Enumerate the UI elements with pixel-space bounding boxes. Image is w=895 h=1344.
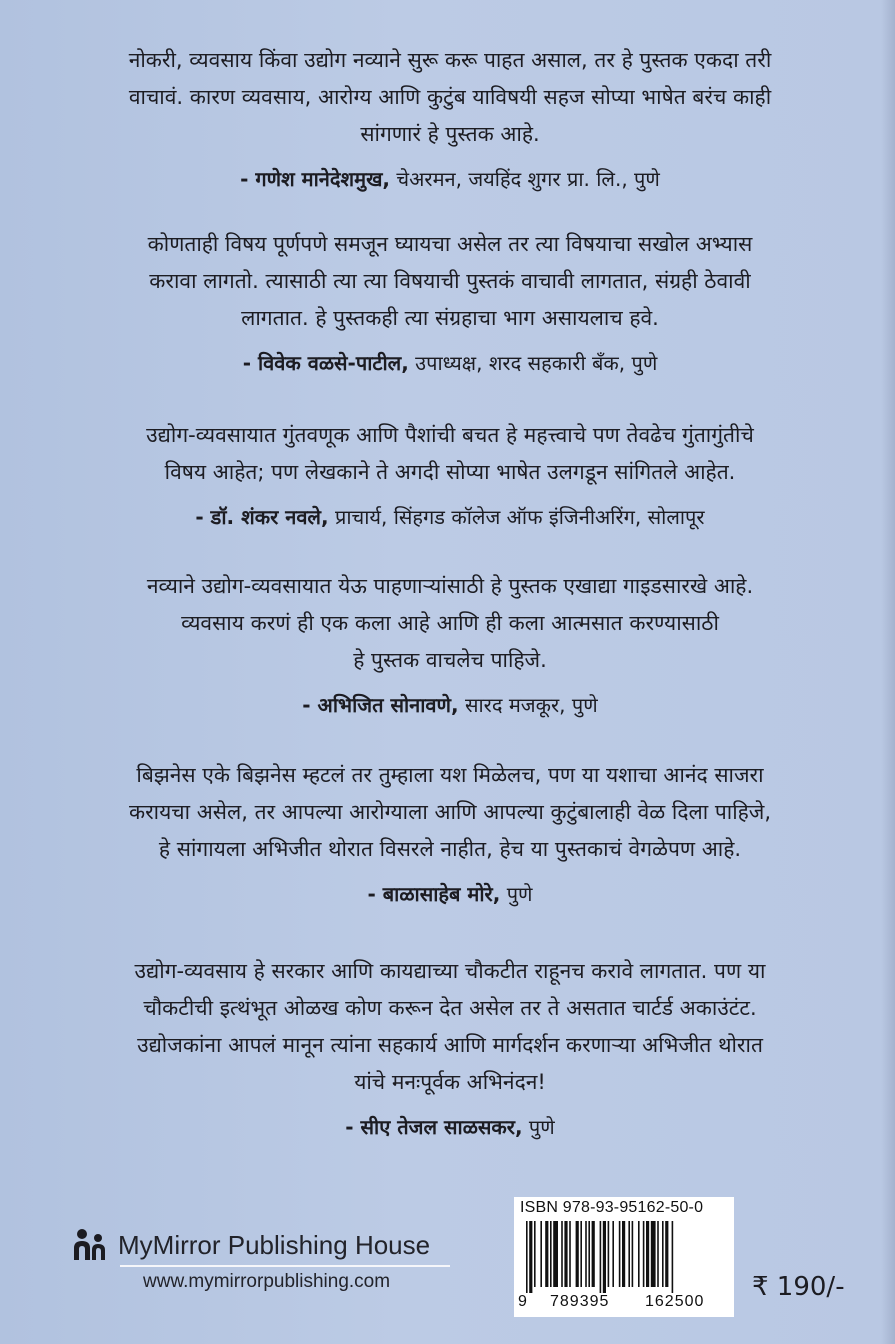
testimonial-line: करायचा असेल, तर आपल्या आरोग्याला आणि आपल्या कुटुंबालाही वेळ दिला पाहिजे, [128,800,772,824]
barcode-bar [662,1221,664,1287]
testimonial-attribution [60,1109,840,1146]
barcode-bar [646,1221,649,1287]
publisher-block [70,1228,430,1262]
barcode-bar [632,1221,634,1287]
testimonial-author: - सीए तेजल साळसकर, [345,1115,523,1139]
testimonial-2 [60,226,840,382]
testimonial-author: - बाळासाहेब मोरे, [367,882,501,906]
barcode-lead-digit: 9 [518,1293,527,1310]
barcode-bar [592,1221,595,1287]
barcode-bar [576,1221,579,1287]
testimonial-line: विषय आहेत; पण लेखकाने ते अगदी सोप्या भाषेत उलगडून सांगितले आहेत. [164,460,736,484]
testimonial-line: नोकरी, व्यवसाय किंवा उद्योग नव्याने सुरू करू पाहत असाल, तर हे पुस्तक एकदा तरी [128,48,772,72]
barcode-bar [561,1221,563,1287]
publisher-name: MyMirror Publishing House [118,1229,431,1260]
testimonial-line: करावा लागतो. त्यासाठी त्या त्या विषयाची पुस्तकं वाचावी लागतात, संग्रही ठेवावी [149,269,751,293]
testimonial-line: उद्योग-व्यवसायात गुंतवणूक आणि पैशांची बचत हे महत्त्वाचे पण तेवढेच गुंतागुंतीचे [146,423,754,447]
barcode-bar [628,1221,630,1287]
testimonial-role: प्राचार्य, सिंहगड कॉलेज ऑफ इंजिनीअरिंग, सोलापूर [328,505,705,529]
testimonial-3 [60,417,840,536]
barcode-bar [569,1221,571,1287]
barcode-bar [672,1221,674,1293]
testimonial-role: चेअरमन, जयहिंद शुगर प्रा. लि., पुणे [390,167,660,191]
barcode-bar [585,1221,587,1287]
testimonial-author: - डॉ. शंकर नवले, [195,505,329,529]
barcode-bar [580,1221,582,1287]
testimonial-attribution [60,499,840,536]
barcode-bar [540,1221,542,1287]
barcode-bar [553,1221,558,1287]
barcode-bar [529,1221,532,1293]
testimonial-role: सारद मजकूर, पुणे [458,693,598,717]
testimonial-line: लागतात. हे पुस्तकही त्या संग्रहाचा भाग असायलाच हवे. [241,306,659,330]
mymirror-logo-icon [70,1228,110,1262]
testimonial-line: हे पुस्तक वाचलेच पाहिजे. [353,648,547,672]
testimonial-body [60,417,840,491]
testimonial-author: - अभिजित सोनावणे, [302,693,459,717]
barcode-bar [665,1221,668,1287]
testimonial-body [60,953,840,1101]
testimonial-line: सांगणारं हे पुस्तक आहे. [360,122,540,146]
barcode-bar [550,1221,552,1287]
testimonial-body [60,42,840,153]
testimonial-role: पुणे [522,1115,555,1139]
testimonial-attribution [60,345,840,382]
barcode-bar [612,1221,614,1287]
testimonial-line: वाचावं. कारण व्यवसाय, आरोग्य आणि कुटुंब याविषयी सहज सोप्या भाषेत बरंच काही [128,85,772,109]
testimonial-6 [60,953,840,1146]
testimonial-body [60,568,840,679]
cover-edge-shadow [881,0,895,1344]
barcode-bar [534,1221,536,1287]
testimonial-line: उद्योग-व्यवसाय हे सरकार आणि कायद्याच्या चौकटीत राहूनच करावे लागतात. पण या [134,959,766,983]
testimonial-author: - गणेश मानेदेशमुख, [240,167,391,191]
barcode-bars [522,1221,726,1293]
barcode-bar [545,1221,548,1287]
testimonial-role: पुणे [500,882,533,906]
testimonial-line: हे सांगायला अभिजीत थोरात विसरले नाहीत, हेच या पुस्तकाचं वेगळेपण आहे. [158,837,742,861]
testimonial-5 [60,757,840,913]
testimonial-attribution [60,161,840,198]
barcode-bar [603,1221,606,1293]
barcode-bar [608,1221,610,1287]
barcode-bar [638,1221,640,1287]
barcode-left-digits: 789395 [550,1293,610,1310]
testimonial-4 [60,568,840,724]
testimonial-line: नव्याने उद्योग-व्यवसायात येऊ पाहणाऱ्यांसाठी हे पुस्तक एखाद्या गाइडसारखे आहे. [146,574,754,598]
barcode-bar [622,1221,625,1287]
testimonial-attribution [60,876,840,913]
testimonial-line: चौकटीची इत्थंभूत ओळख कोण करून देत असेल तर ते असतात चार्टर्ड अकाउंटंट. [143,996,757,1020]
barcode-bar [643,1221,645,1287]
testimonial-line: यांचे मनःपूर्वक अभिनंदन! [354,1070,546,1094]
publisher-website: www.mymirrorpublishing.com [143,1271,391,1292]
testimonial-line: उद्योजकांना आपलं मानून त्यांना सहकार्य आणि मार्गदर्शन करणाऱ्या अभिजीत थोरात [137,1033,763,1057]
testimonial-1 [60,42,840,198]
testimonial-author: - विवेक वळसे-पाटील, [242,351,409,375]
testimonial-attribution [60,687,840,724]
testimonial-line: व्यवसाय करणं ही एक कला आहे आणि ही कला आत्मसात करण्यासाठी [181,611,719,635]
testimonial-line: कोणताही विषय पूर्णपणे समजून घ्यायचा असेल तर त्या विषयाचा सखोल अभ्यास [147,232,753,256]
barcode-bar [619,1221,621,1287]
barcode-bar [657,1221,659,1287]
barcode-bar [588,1221,590,1287]
publisher-divider [120,1265,450,1267]
testimonial-body [60,226,840,337]
barcode-bar [564,1221,567,1287]
testimonial-line: बिझनेस एके बिझनेस म्हटलं तर तुम्हाला यश मिळेलच, पण या यशाचा आनंद साजरा [136,763,764,787]
price-label: ₹ 190/- [752,1272,845,1302]
testimonial-body [60,757,840,868]
barcode-bar [526,1221,528,1293]
barcode-bar [651,1221,656,1287]
barcode-right-digits: 162500 [645,1293,705,1310]
testimonial-role: उपाध्यक्ष, शरद सहकारी बँक, पुणे [408,351,658,375]
isbn-label: ISBN 978-93-95162-50-0 [520,1199,704,1216]
isbn-barcode [514,1197,734,1317]
barcode-bar [600,1221,602,1293]
